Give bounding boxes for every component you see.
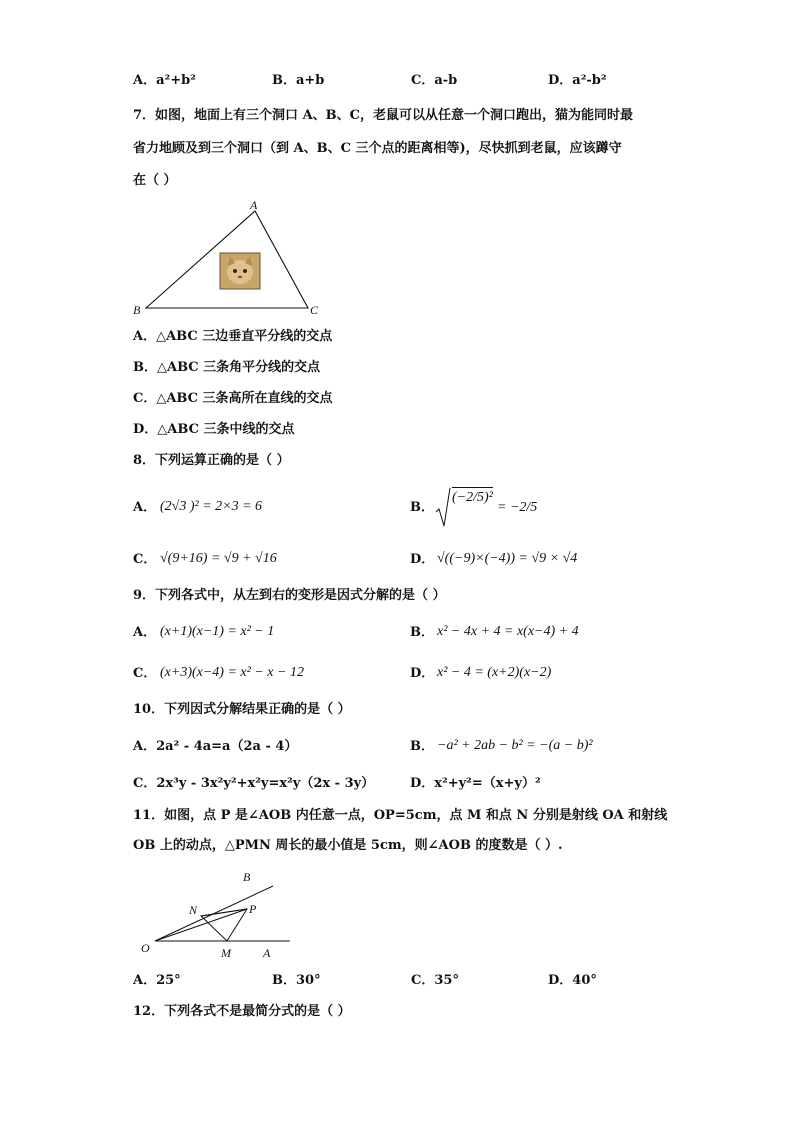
q8-label-c: C． [133, 552, 157, 567]
q8-label-d: D． [410, 552, 435, 567]
q6-option-b: B．a+b [272, 73, 325, 88]
label-m: M [221, 946, 231, 960]
q8-stem: 8．下列运算正确的是（ ） [133, 453, 290, 468]
q8-expr-b-root: (−2/5)² [452, 487, 493, 506]
q9-expr-b: x² − 4x + 4 = x(x−4) + 4 [437, 624, 579, 639]
q7-stem-line2: 省力地顾及到三个洞口（到 A、B、C 三个点的距离相等)，尽快抓到老鼠，应该蹲守 [133, 141, 622, 156]
label-p: P [249, 902, 257, 916]
q6-option-d: D．a²-b² [548, 73, 607, 88]
q11-stem-line1: 11．如图，点 P 是∠AOB 内任意一点，OP=5cm，点 M 和点 N 分别是射线 OA 和射线 [133, 808, 668, 823]
q10-option-d: D．x²+y²=（x+y）² [410, 776, 541, 791]
q9-expr-d: x² − 4 = (x+2)(x−2) [437, 665, 552, 680]
segment-op [155, 909, 247, 941]
label-n: N [189, 903, 198, 917]
q9-label-d: D． [410, 666, 435, 681]
q9-label-a: A． [133, 625, 157, 640]
q9-label-c: C． [133, 666, 157, 681]
q7-option-d: D．△ABC 三条中线的交点 [133, 422, 295, 437]
q12-stem: 12．下列各式不是最简分式的是（ ） [133, 1004, 351, 1019]
angle-aob-figure [135, 868, 305, 963]
q7-option-a: A．△ABC 三边垂直平分线的交点 [133, 329, 333, 344]
q11-option-d: D．40° [548, 973, 597, 988]
vertex-label-b: B [133, 303, 141, 317]
q9-expr-c: (x+3)(x−4) = x² − x − 12 [160, 665, 304, 680]
q7-option-c: C．△ABC 三条高所在直线的交点 [133, 391, 333, 406]
q7-option-b: B．△ABC 三条角平分线的交点 [133, 360, 321, 375]
q9-stem: 9．下列各式中，从左到右的变形是因式分解的是（ ） [133, 588, 446, 603]
q11-stem-line2: OB 上的动点，△PMN 周长的最小值是 5cm，则∠AOB 的度数是（ ）. [133, 838, 563, 853]
q8-expr-d: √((−9)×(−4)) = √9 × √4 [437, 551, 578, 566]
q8-label-b: B． [410, 500, 434, 515]
vertex-label-c: C [310, 303, 319, 317]
label-b: B [243, 870, 251, 884]
q8-expr-c: √(9+16) = √9 + √16 [160, 551, 277, 566]
q6-option-a: A．a²+b² [133, 73, 196, 88]
label-o: O [141, 941, 150, 955]
vertex-label-a: A [250, 198, 258, 212]
q11-option-b: B．30° [272, 973, 321, 988]
q10-label-b: B． [410, 739, 434, 754]
q10-stem: 10．下列因式分解结果正确的是（ ） [133, 702, 351, 717]
q8-label-a: A． [133, 500, 157, 515]
q11-option-c: C．35° [411, 973, 459, 988]
q10-option-a: A．2a² - 4a=a（2a - 4） [133, 739, 298, 754]
triangle-abc-figure [128, 196, 328, 321]
q8-expr-a: (2√3 )² = 2×3 = 6 [160, 499, 263, 514]
q7-stem-line1: 7．如图，地面上有三个洞口 A、B、C，老鼠可以从任意一个洞口跑出，猫为能同时最 [133, 108, 633, 123]
q6-option-c: C．a-b [411, 73, 458, 88]
q8-expr-b-rhs: = −2/5 [497, 500, 538, 515]
q10-expr-b: −a² + 2ab − b² = −(a − b)² [437, 738, 593, 753]
q9-expr-a: (x+1)(x−1) = x² − 1 [160, 624, 275, 639]
cat-image [220, 253, 260, 289]
q11-option-a: A．25° [133, 973, 181, 988]
q7-stem-line3: 在（ ） [133, 173, 177, 188]
q8-b-radical [435, 486, 451, 530]
triangle-pmn [201, 909, 247, 941]
q10-option-c: C．2x³y - 3x²y²+x²y=x²y（2x - 3y） [133, 776, 375, 791]
q9-label-b: B． [410, 625, 434, 640]
label-a: A [263, 946, 271, 960]
